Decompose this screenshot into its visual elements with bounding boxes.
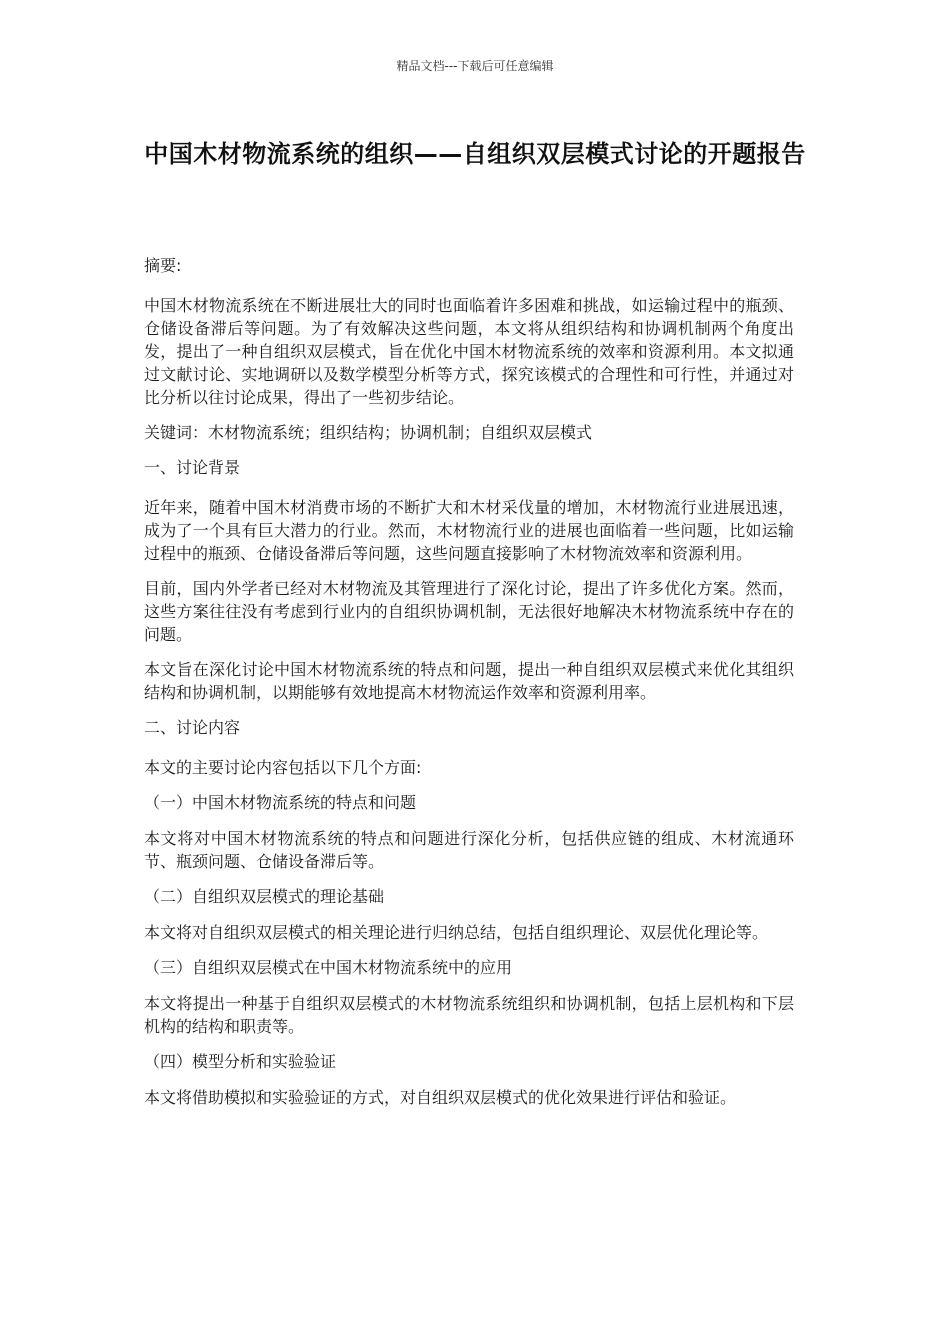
body-paragraph: 近年来，随着中国木材消费市场的不断扩大和木材采伐量的增加，木材物流行业进展迅速，成为了一个具有巨大潜力的行业。然而，木材物流行业的进展也面临着一些问题，比如运输过程中的瓶颈、仓储设备滞后等问题，这些问题直接影响了木材物流效率和资源利用。 [144, 498, 794, 563]
section-heading-content: 二、讨论内容 [144, 718, 241, 737]
body-paragraph: 本文将提出一种基于自组织双层模式的木材物流系统组织和协调机制，包括上层机构和下层机构的结构和职责等。 [144, 994, 794, 1036]
section-intro: 本文的主要讨论内容包括以下几个方面: [144, 758, 422, 777]
header-note: 精品文档---下载后可任意编辑 [396, 59, 554, 73]
body-paragraph: 本文旨在深化讨论中国木材物流系统的特点和问题，提出一种自组织双层模式来优化其组织结构和协调机制，以期能够有效地提高木材物流运作效率和资源利用率。 [144, 660, 794, 702]
section-heading-background: 一、讨论背景 [144, 458, 241, 477]
body-paragraph: 本文将对自组织双层模式的相关理论进行归纳总结，包括自组织理论、双层优化理论等。 [144, 923, 769, 942]
document-title: 中国木材物流系统的组织——自组织双层模式讨论的开题报告 [144, 140, 806, 168]
body-paragraph: 目前，国内外学者已经对木材物流及其管理进行了深化讨论，提出了许多优化方案。然而，这些方案往往没有考虑到行业内的自组织协调机制，无法很好地解决木材物流系统中存在的问题。 [144, 579, 794, 644]
abstract-text: 中国木材物流系统在不断进展壮大的同时也面临着许多困难和挑战，如运输过程中的瓶颈、仓储设备滞后等问题。为了有效解决这些问题，本文将从组织结构和协调机制两个角度出发，提出了一种自组织双层模式，旨在优化中国木材物流系统的效率和资源利用。本文拟通过文献讨论、实地调研以及数学模型分析等方式，探究该模式的合理性和可行性，并通过对比分析以往讨论成果，得出了一些初步结论。 [144, 296, 794, 407]
subheading-theory: （二）自组织双层模式的理论基础 [144, 887, 385, 906]
subheading-features-problems: （一）中国木材物流系统的特点和问题 [144, 793, 417, 812]
body-paragraph: 本文将借助模拟和实验验证的方式，对自组织双层模式的优化效果进行评估和验证。 [144, 1088, 737, 1107]
body-paragraph: 本文将对中国木材物流系统的特点和问题进行深化分析，包括供应链的组成、木材流通环节、瓶颈问题、仓储设备滞后等。 [144, 829, 794, 871]
keywords-line: 关键词：木材物流系统；组织结构；协调机制；自组织双层模式 [144, 423, 593, 442]
subheading-application: （三）自组织双层模式在中国木材物流系统中的应用 [144, 958, 513, 977]
subheading-model-verification: （四）模型分析和实验验证 [144, 1052, 337, 1071]
document-body [144, 254, 794, 1121]
abstract-label: 摘要: [144, 256, 182, 275]
